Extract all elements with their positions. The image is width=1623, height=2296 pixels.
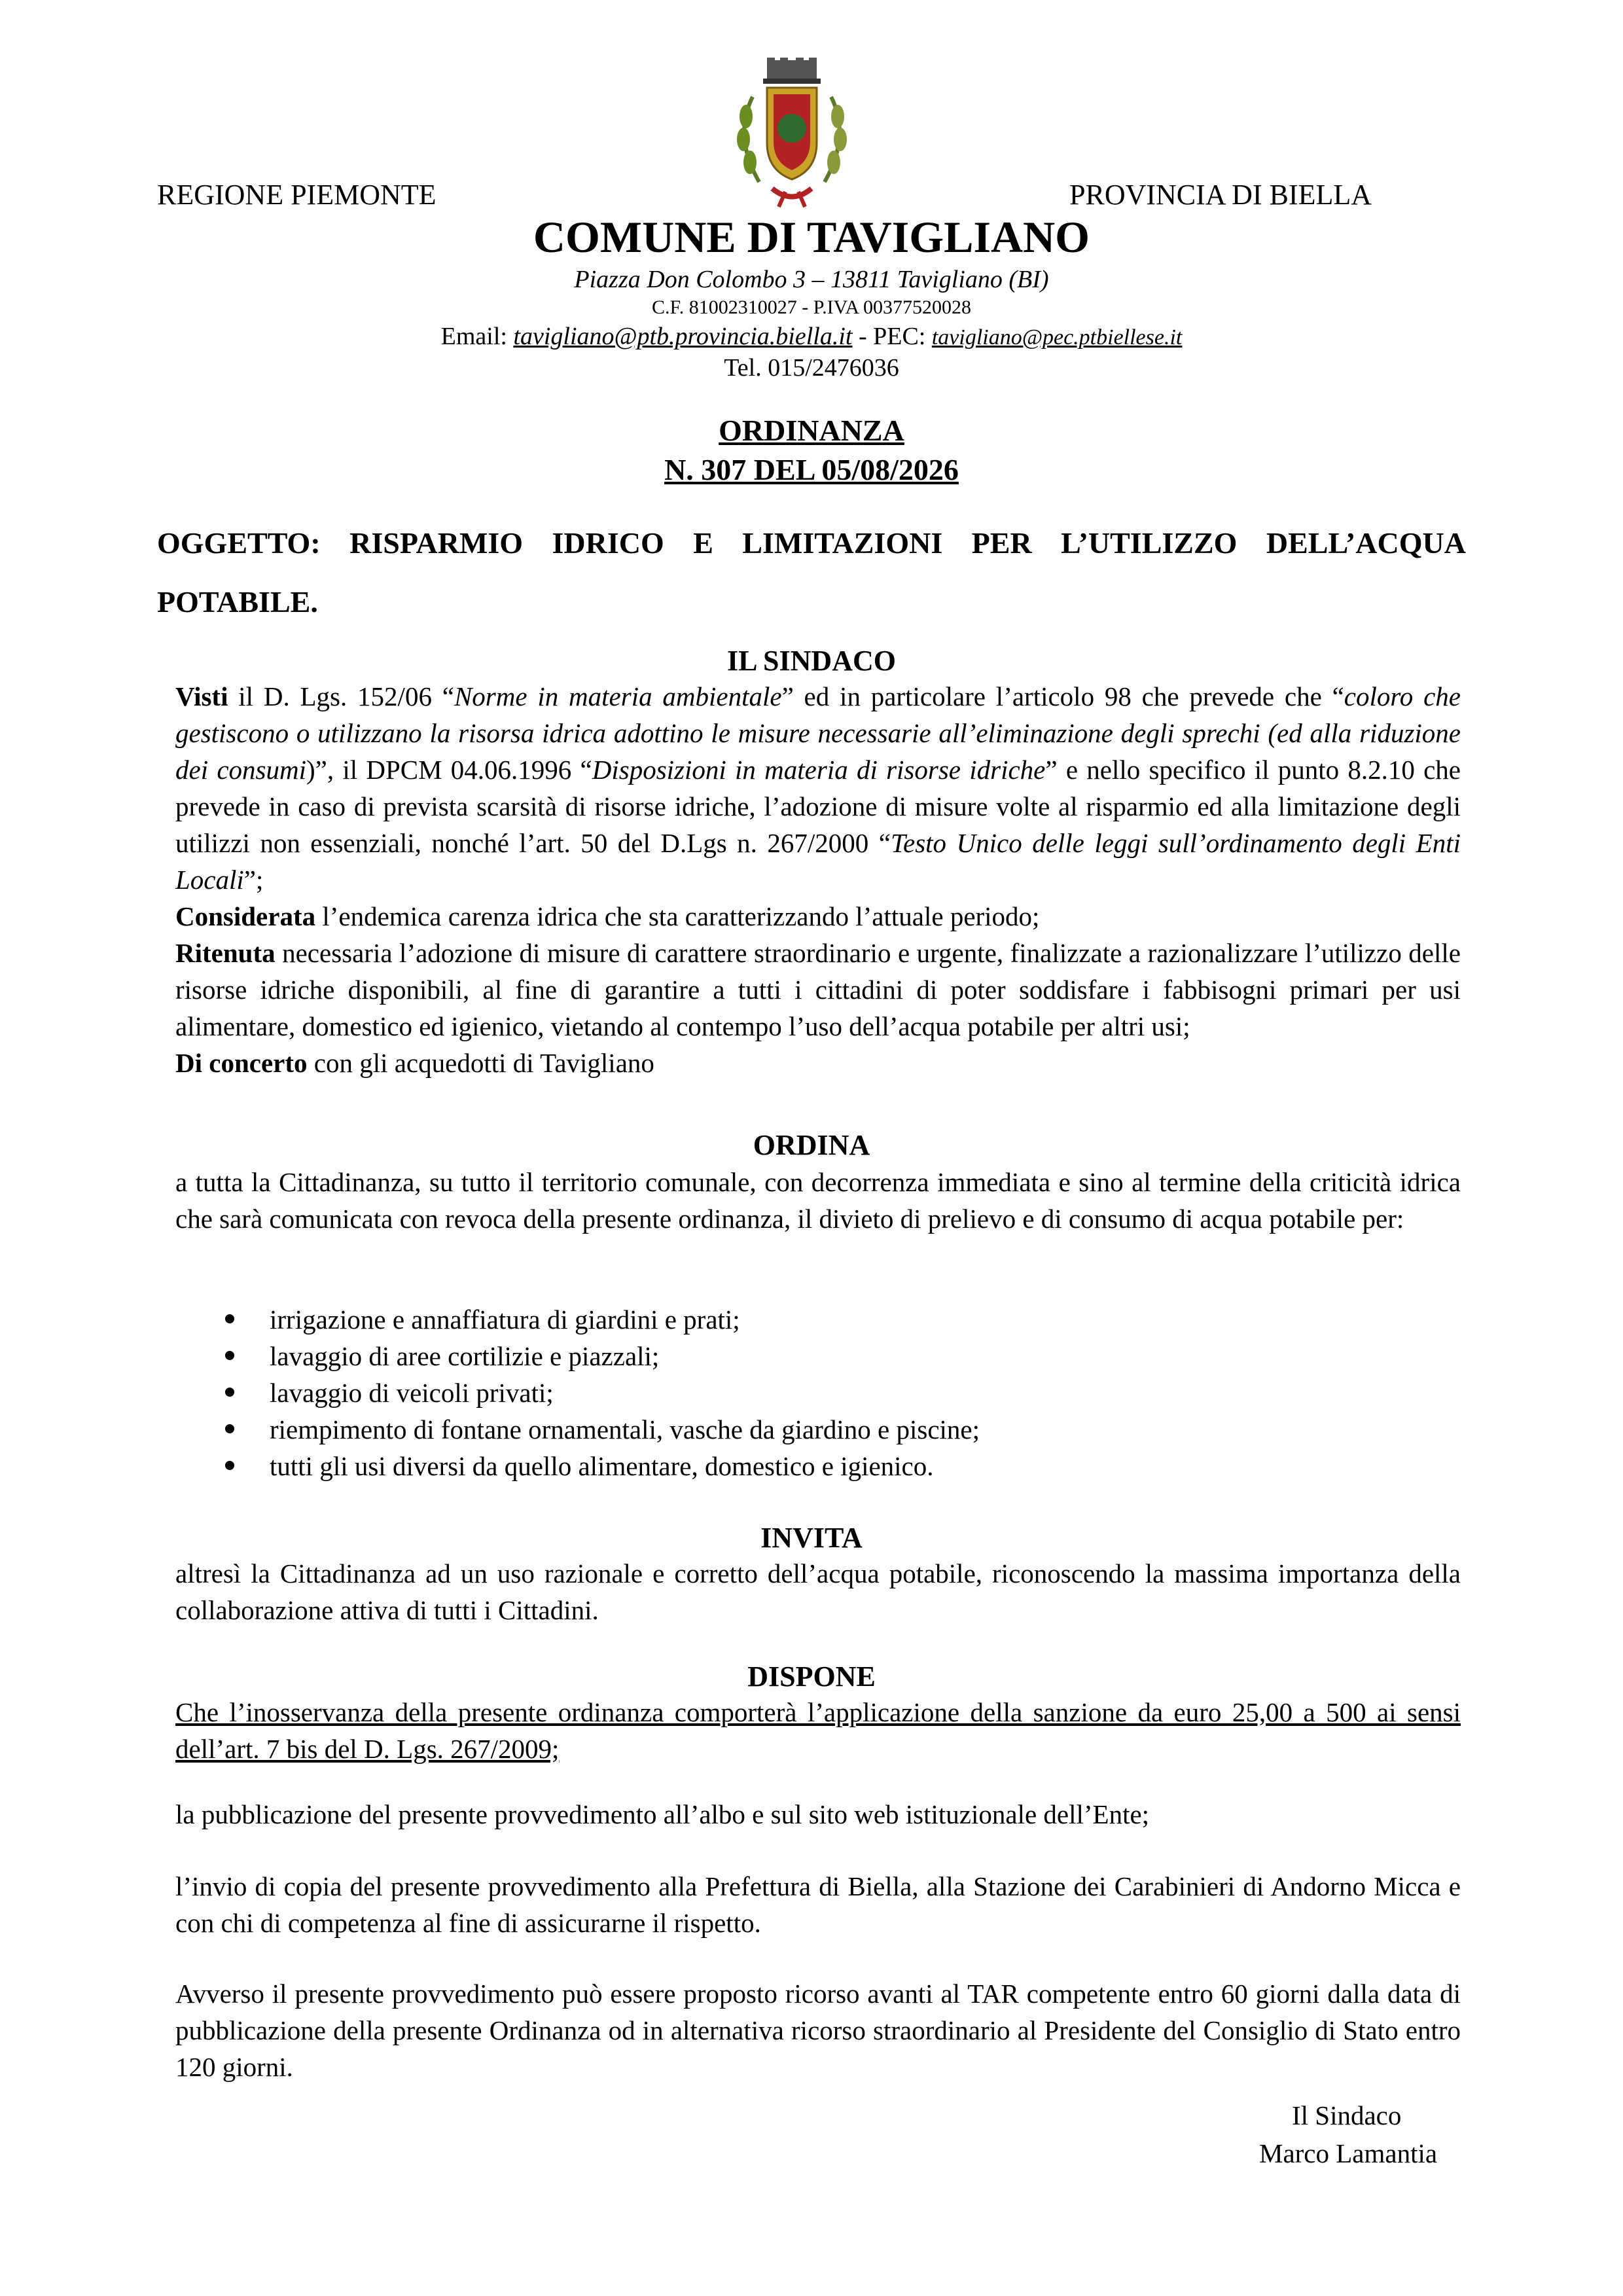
subject-word: IDRICO	[552, 526, 664, 560]
subject-line-2: POTABILE.	[157, 585, 318, 619]
ordina-text: a tutta la Cittadinanza, su tutto il territorio comunale, con decorrenza immediata e sino al termine della criticità idrica che sarà comunicata con revoca della presente ordinanza, il divieto di prelievo e di consumo di acqua potabile per:	[175, 1167, 1461, 1234]
signature-name: Marco Lamantia	[1259, 2138, 1438, 2168]
list-item	[216, 1374, 1394, 1411]
considerata-paragraph	[175, 898, 1461, 935]
ordinance-title: ORDINANZA	[719, 414, 904, 447]
list-item-text: irrigazione e annaffiatura di giardini e prati;	[270, 1304, 740, 1335]
considerata-text: l’endemica carenza idrica che sta caratterizzando l’attuale periodo;	[315, 901, 1040, 931]
visti-text: il D. Lgs. 152/06 “	[228, 681, 454, 711]
province-label: PROVINCIA DI BIELLA	[1069, 179, 1372, 211]
subject-line-1	[157, 524, 1466, 563]
invita-text: altresì la Cittadinanza ad un uso razionale e corretto dell’acqua potabile, riconoscendo la massima importanza della collaborazione attiva di tutti i Cittadini.	[175, 1558, 1461, 1625]
contact-line	[0, 321, 1623, 353]
list-item-text: lavaggio di veicoli privati;	[270, 1378, 554, 1408]
list-item-text: riempimento di fontane ornamentali, vasche da giardino e piscine;	[270, 1414, 980, 1444]
appeal-text: Avverso il presente provvedimento può essere proposto ricorso avanti al TAR competente entro 60 giorni dalla data di pubblicazione della presente Ordinanza od in alternativa ricorso straordinario al Presidente del Consiglio di Stato entro 120 giorni.	[175, 1979, 1461, 2082]
considerata-label: Considerata	[175, 901, 316, 931]
bullet-icon	[225, 1461, 234, 1470]
ordinance-number: N. 307 DEL 05/08/2026	[664, 453, 959, 486]
ritenuta-label: Ritenuta	[175, 938, 276, 968]
signature-role: Il Sindaco	[1292, 2100, 1402, 2130]
phone-line: Tel. 015/2476036	[724, 354, 899, 382]
ordina-heading: ORDINA	[753, 1129, 870, 1161]
municipal-crest-icon	[726, 58, 857, 208]
list-item-text: lavaggio di aree cortilizie e piazzali;	[270, 1341, 660, 1371]
visti-citation: Testo Unico delle leggi sull’ordinamento degli Enti Locali	[175, 828, 1461, 895]
visti-text: )”, il DPCM 04.06.1996 “	[306, 755, 592, 785]
comune-title: COMUNE DI TAVIGLIANO	[533, 212, 1090, 262]
subject-word: PER	[971, 526, 1032, 560]
sanction-text	[175, 1694, 1461, 1767]
visti-text: ” e nello specifico il punto 8.2.10 che prevede in caso di prevista scarsità di risorse idriche, l’adozione di misure volte al risparmio ed alla limitazione degli utilizzi non essenziali, nonché l’art. 50 del D.Lgs n. 267/2000 “	[175, 755, 1461, 858]
list-item-text: tutti gli usi diversi da quello alimentare, domestico e igienico.	[270, 1451, 934, 1481]
prohibition-list	[216, 1301, 1394, 1484]
email-label: Email:	[440, 323, 514, 350]
list-item	[216, 1338, 1394, 1374]
invita-heading: INVITA	[760, 1522, 863, 1554]
concerto-text: con gli acquedotti di Tavigliano	[307, 1048, 654, 1078]
list-item	[216, 1301, 1394, 1338]
ritenuta-text: necessaria l’adozione di misure di carattere straordinario e urgente, finalizzate a razionalizzare l’utilizzo delle risorse idriche disponibili, al fine di garantire a tutti i cittadini di poter soddisfare i fabbisogni primari per usi alimentare, domestico ed igienico, vietando al contempo l’uso dell’acqua potabile per altri usi;	[175, 938, 1461, 1041]
region-label: REGIONE PIEMONTE	[157, 179, 437, 211]
visti-citation: coloro che gestiscono o utilizzano la risorsa idrica adottino le misure necessarie all’eliminazione degli sprechi (ed alla riduzione dei consumi	[175, 681, 1461, 785]
visti-text: ” ed in particolare l’articolo 98 che prevede che “	[781, 681, 1344, 711]
publication-text: la pubblicazione del presente provvedimento all’albo e sul sito web istituzionale dell’Ente;	[175, 1799, 1150, 1829]
concerto-paragraph	[175, 1045, 1461, 1081]
visti-paragraph	[175, 678, 1461, 898]
subject-word: LIMITAZIONI	[742, 526, 943, 560]
list-item	[216, 1448, 1394, 1484]
visti-label: Visti	[175, 681, 228, 711]
visti-citation: Norme in materia ambientale	[454, 681, 782, 711]
address-line: Piazza Don Colombo 3 – 13811 Tavigliano (BI)	[574, 266, 1049, 293]
subject-word: L’UTILIZZO	[1061, 526, 1238, 560]
dispone-heading: DISPONE	[747, 1660, 876, 1693]
visti-citation: Disposizioni in materia di risorse idriche	[592, 755, 1046, 785]
pec-label: - PEC:	[852, 323, 932, 350]
concerto-label: Di concerto	[175, 1048, 308, 1078]
subject-word: OGGETTO:	[157, 526, 321, 560]
fiscal-codes: C.F. 81002310027 - P.IVA 00377520028	[652, 296, 971, 318]
bullet-icon	[225, 1314, 234, 1323]
bullet-icon	[225, 1424, 234, 1433]
email-link[interactable]: tavigliano@ptb.provincia.biella.it	[513, 323, 853, 350]
ritenuta-paragraph	[175, 935, 1461, 1045]
pec-link[interactable]: tavigliano@pec.ptbiellese.it	[931, 325, 1183, 350]
bullet-icon	[225, 1351, 234, 1360]
list-item	[216, 1411, 1394, 1448]
visti-text: ”;	[243, 865, 264, 895]
bullet-icon	[225, 1388, 234, 1397]
subject-word: DELL’ACQUA	[1266, 526, 1466, 560]
sindaco-heading: IL SINDACO	[727, 645, 896, 677]
subject-word: RISPARMIO	[349, 526, 524, 560]
dispatch-text: l’invio di copia del presente provvedimento alla Prefettura di Biella, alla Stazione dei Carabinieri di Andorno Micca e con chi di competenza al fine di assicurarne il rispetto.	[175, 1871, 1461, 1938]
premises-block	[175, 678, 1461, 1081]
sanction-underlined: Che l’inosservanza della presente ordinanza comporterà l’applicazione della sanzione da euro 25,00 a 500 ai sensi dell’art. 7 bis del D. Lgs. 267/2009;	[175, 1697, 1461, 1764]
subject-word: E	[693, 526, 713, 560]
